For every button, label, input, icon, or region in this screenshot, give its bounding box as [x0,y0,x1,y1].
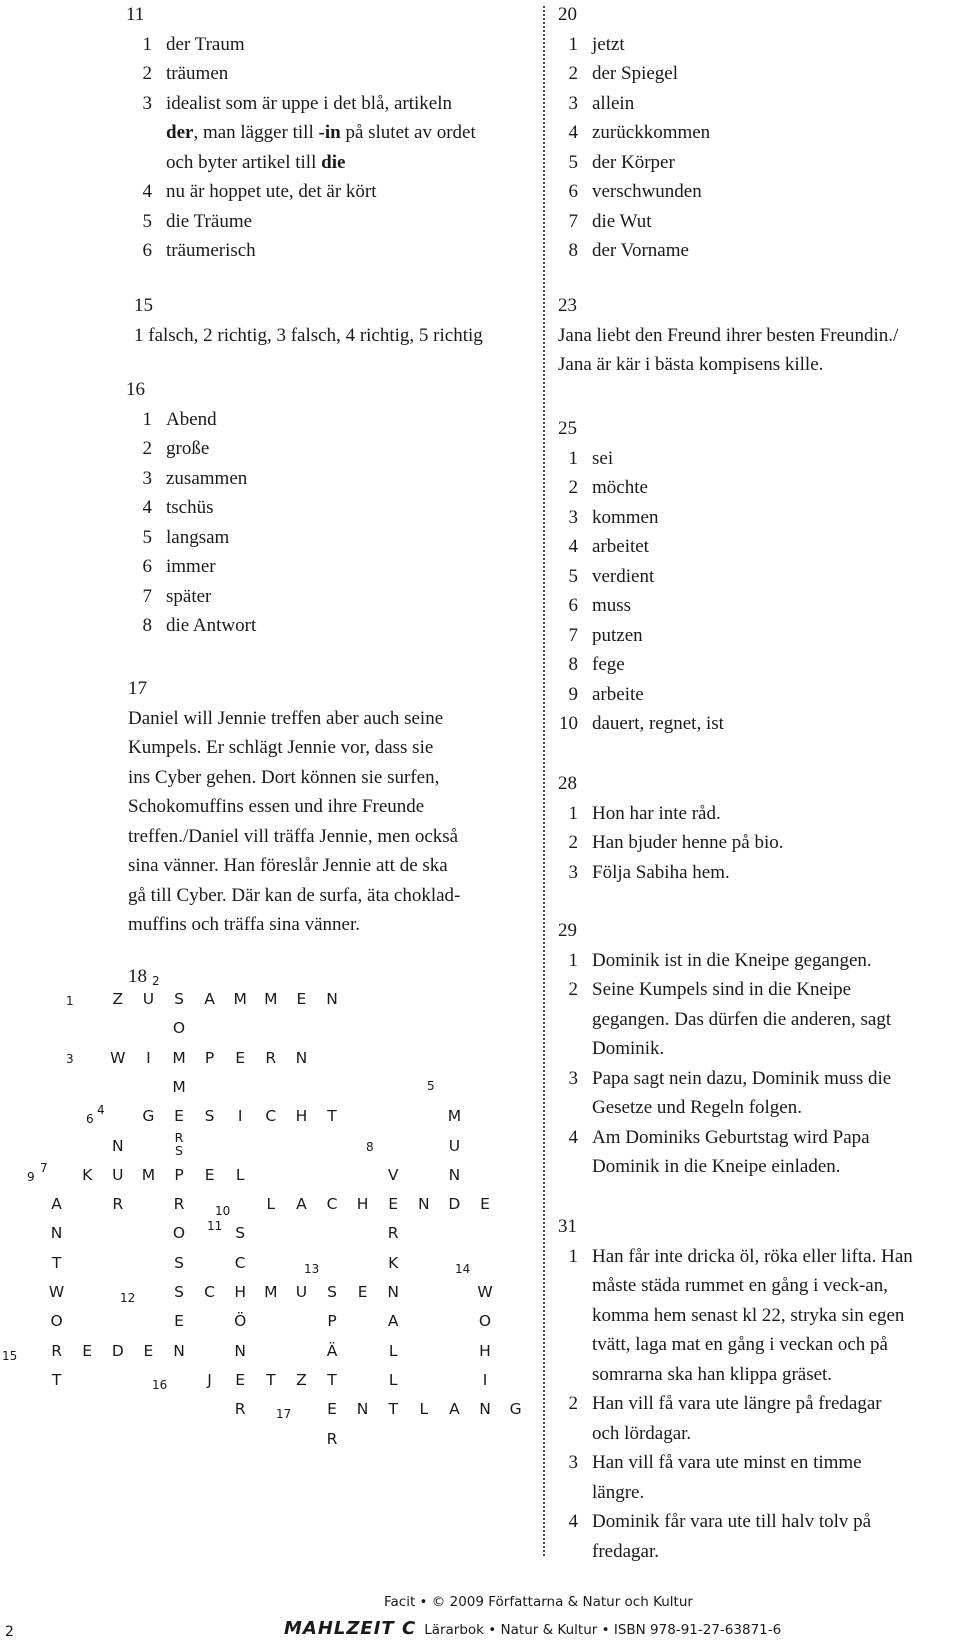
item-number: 3 [142,467,152,489]
list-item [126,493,526,523]
item-text: der Traum [166,33,245,55]
crossword-letter: P [204,1048,215,1067]
item-text: putzen [592,624,643,646]
crossword-letter: W [477,1283,493,1301]
list-item [552,799,952,829]
list-item [552,1448,952,1507]
crossword-letter: E [143,1341,154,1360]
section-15 [134,291,534,350]
item-number: 4 [568,1126,578,1148]
item-number: 2 [568,979,578,1000]
item-text: Han vill få vara ute minst en timme längre. [592,1452,862,1503]
item-number: 3 [142,92,152,114]
section-18 [128,962,147,992]
crossword-letter: S [204,1107,215,1126]
item-number: 1 [568,949,578,971]
crossword-letter: R [326,1429,338,1448]
item-text: arbeitet [592,536,649,557]
crossword-letter: Z [112,990,124,1008]
item-number: 4 [568,536,578,557]
crossword-letter: O [478,1312,492,1331]
item-text: der Vorname [592,240,689,261]
crossword-letter: C [326,1195,338,1214]
crossword-clue-number: 12 [120,1291,136,1305]
crossword-letter: R [173,1195,185,1214]
paragraph-line: Daniel will Jennie treffen aber auch seine [128,707,444,729]
paragraph-line: sina vänner. Han föreslår Jennie att de ska [128,855,448,876]
paragraph-line: Kumpels. Er schlägt Jennie vor, dass sie [128,737,434,758]
list-item [552,975,952,1064]
item-number: 7 [568,624,578,646]
item-text: sei [592,447,614,469]
list-item [126,611,526,641]
crossword-letter: E [235,1370,246,1389]
list-item [552,621,952,651]
item-number: 5 [568,565,578,587]
crossword-letter: N [173,1341,185,1360]
list-item [126,236,526,266]
paragraph-line: Jana är kär i bästa kompisens kille. [558,354,824,375]
list-item [552,1507,952,1566]
paragraph-line: muffins och träffa sina vänner. [128,914,360,935]
crossword-clue-number: 15 [2,1349,18,1363]
list-item [552,89,952,119]
item-text: große [166,438,210,459]
crossword-letter: K [388,1253,399,1272]
crossword-letter: P [327,1312,337,1331]
item-number: 1 [568,33,578,55]
page-footer [0,1590,960,1646]
crossword-letter: I [482,1370,488,1389]
item-number: 5 [142,210,152,232]
list-item [552,709,952,739]
crossword-letter: L [388,1370,398,1389]
list-item [126,118,526,148]
item-number: 1 [568,447,578,469]
crossword-letter: T [388,1400,398,1419]
item-number: 9 [568,683,578,705]
item-text: dauert, regnet, ist [592,713,724,734]
item-text: Am Dominiks Geburtstag wird Papa Dominik in die Kneipe einladen. [592,1126,870,1177]
crossword-letter: T [327,1107,337,1126]
item-number: 1 [142,408,152,430]
column-divider [543,6,545,1556]
crossword-letter: Z [296,1370,307,1389]
item-text: Dominik får vara ute till halv tolv på fredagar. [592,1511,872,1562]
section-heading: 28 [558,773,577,794]
list-item [126,177,526,207]
crossword-clue-number: 7 [40,1161,48,1175]
crossword-clue-number: 11 [207,1219,223,1233]
list-item [126,464,526,494]
item-text: Följa Sabiha hem. [592,861,730,883]
list-item [552,591,952,621]
item-number: 3 [568,861,578,883]
item-number: 6 [568,595,578,616]
crossword-letter: H [479,1341,491,1360]
crossword-letter: L [419,1400,429,1419]
crossword-letter: M [447,1107,462,1126]
list-item [552,532,952,562]
crossword-letter: E [357,1283,368,1301]
item-number: 5 [142,526,152,548]
section-20 [552,0,952,266]
item-text: verschwunden [592,181,702,202]
section-16 [126,375,526,641]
item-text: allein [592,92,635,114]
item-text: kommen [592,506,659,528]
crossword-letter: E [204,1165,215,1184]
crossword-letter: L [235,1165,245,1184]
item-number: 1 [568,1245,578,1267]
crossword-letter: E [480,1195,490,1214]
crossword-letter: N [111,1136,124,1155]
section-heading: 11 [126,4,145,25]
list-item [126,582,526,612]
crossword-letter: C [265,1107,277,1126]
crossword-letter: I [237,1107,243,1126]
list-item [552,562,952,592]
crossword-letter: M [264,990,278,1008]
item-text: nu är hoppet ute, det är kört [166,181,377,202]
crossword-letter: M [141,1165,156,1184]
item-text: die Antwort [166,615,257,636]
item-number: 8 [142,615,152,636]
crossword-letter: R [174,1129,184,1145]
crossword-clue-number: 16 [152,1378,168,1392]
item-number: 1 [568,802,578,824]
item-text: Dominik ist in die Kneipe gegangen. [592,949,872,971]
item-number: 7 [568,210,578,232]
item-text: Han bjuder henne på bio. [592,832,784,853]
item-text: muss [592,595,632,616]
crossword-clue-number: 4 [97,1103,105,1117]
crossword-letter: N [356,1400,369,1419]
footer-publication [284,1618,781,1639]
crossword-clue-number: 8 [366,1140,374,1154]
crossword-letter: D [111,1341,124,1360]
crossword-letter: T [51,1253,62,1272]
crossword-letter: E [235,1048,246,1067]
item-number: 3 [568,506,578,528]
crossword-letter: J [207,1370,212,1389]
section-heading: 17 [128,678,147,699]
item-number: 2 [568,832,578,853]
item-text: der Spiegel [592,63,679,84]
crossword-clue-number: 1 [66,994,74,1008]
item-text: Han vill få vara ute längre på fredagar och lördagar. [592,1393,882,1444]
section-29 [552,916,952,1182]
section-heading: 29 [558,920,577,941]
crossword-clue-number: 9 [27,1170,35,1184]
item-number: 4 [142,497,152,518]
crossword-letter: R [234,1400,246,1419]
section-heading: 25 [558,418,577,439]
crossword-letter: V [387,1165,399,1184]
crossword-letter: N [387,1283,399,1301]
section-25 [552,414,952,739]
crossword-letter: D [448,1195,461,1214]
crossword-letter: R [51,1341,62,1360]
item-text: , man lägger till [193,122,319,143]
item-text: fege [592,654,625,675]
crossword-letter: A [51,1195,62,1214]
crossword-clue-number: 3 [66,1052,74,1066]
list-item [552,1242,952,1390]
crossword-stacked-letters [164,1131,194,1157]
section-heading: 15 [134,295,153,316]
item-number: 8 [568,654,578,675]
item-number: 2 [568,63,578,84]
crossword-letter: U [142,990,155,1008]
list-item [552,503,952,533]
item-text: tschüs [166,497,214,518]
crossword-letter: H [295,1107,308,1126]
item-text: die Wut [592,210,652,232]
crossword-letter: T [327,1370,337,1389]
paragraph-line: gå till Cyber. Där kan de surfa, äta choklad- [128,884,461,906]
crossword-clue-number: 2 [152,974,160,988]
item-text: Papa sagt nein dazu, Dominik muss die Gesetze und Regeln folgen. [592,1067,892,1118]
list-item [552,118,952,148]
crossword-letter: S [174,1253,184,1272]
item-text: verdient [592,565,655,587]
crossword-letter: E [327,1400,337,1419]
crossword-letter: E [296,990,307,1008]
item-number: 6 [568,181,578,202]
crossword-letter: A [204,990,215,1008]
crossword-clue-number: 17 [276,1407,292,1421]
bold-word: -in [318,122,341,143]
item-number: 2 [142,438,152,459]
crossword-letter: H [356,1195,369,1214]
crossword-letter: T [51,1370,62,1389]
crossword-letter: E [388,1195,399,1214]
crossword-letter: N [448,1165,461,1184]
crossword-letter: A [387,1312,399,1331]
crossword-letter: M [172,1048,186,1067]
crossword-letter: E [174,1312,184,1331]
item-text: träumerisch [166,240,256,261]
item-number: 6 [142,240,152,261]
list-item [552,946,952,976]
crossword-letter: O [172,1019,186,1038]
section-17 [128,674,528,940]
item-number: 7 [142,585,152,607]
crossword-letter: P [174,1165,184,1184]
section-heading: 31 [558,1216,577,1237]
section-28 [552,769,952,887]
list-item [552,30,952,60]
item-number: 2 [568,1393,578,1414]
crossword-letter: Ö [234,1312,247,1331]
crossword-letter: L [266,1195,276,1214]
crossword-letter: E [174,1107,184,1126]
item-text: Han får inte dricka öl, röka eller lifta. Han måste städa rummet en gång i veck-an, komma hem senast kl 22, stryka sin egen tvätt, laga mat en gång i veckan och på somrarna ska han klippa gräset. [592,1245,913,1385]
crossword-letter: G [142,1107,155,1126]
list-item [552,473,952,503]
crossword-letter: N [417,1195,430,1214]
crossword-letter: C [204,1283,215,1301]
list-item [126,148,526,178]
crossword-clue-number: 10 [215,1204,231,1218]
list-item [126,89,526,119]
list-item [126,59,526,89]
list-item [552,828,952,858]
crossword-letter: S [174,1283,184,1301]
crossword-letter: U [448,1136,461,1155]
paragraph-line: Jana liebt den Freund ihrer besten Freundin./ [558,324,899,346]
list-item [126,434,526,464]
item-number: 4 [568,122,578,143]
item-number: 8 [568,240,578,261]
list-item [552,680,952,710]
item-number: 1 [142,33,152,55]
footer-copyright: Facit • © 2009 Författarna & Natur och Kultur [384,1594,693,1610]
crossword-letter: L [388,1341,398,1360]
item-text: Seine Kumpels sind in die Kneipe gegangen. Das dürfen die anderen, sagt Dominik. [592,979,892,1059]
item-text: zusammen [166,467,248,489]
item-text: arbeite [592,683,644,705]
book-logo: MAHLZEIT C [284,1618,417,1639]
item-number: 5 [568,151,578,173]
list-item [552,444,952,474]
item-number: 6 [142,556,152,577]
crossword-clue-number: 5 [427,1079,435,1093]
crossword-clue-number: 13 [304,1262,320,1276]
item-text: Abend [166,408,217,430]
item-text: zurückkommen [592,122,711,143]
crossword-clue-number: 14 [455,1262,471,1276]
item-number: 3 [568,1067,578,1089]
crossword-letter: K [82,1165,93,1184]
section-heading: 16 [126,379,145,400]
paragraph-line: Schokomuffins essen und ihre Freunde [128,796,425,817]
item-text: möchte [592,477,648,498]
crossword-letter: R [265,1048,277,1067]
crossword-letter: M [233,990,247,1008]
crossword-letter: S [174,990,184,1008]
section-heading: 18 [128,966,147,987]
crossword-letter: R [387,1224,399,1243]
crossword-letter: N [50,1224,63,1243]
crossword-letter: N [234,1341,246,1360]
bold-word: die [321,151,346,173]
list-item [126,523,526,553]
crossword-letter: G [509,1400,522,1419]
item-text: idealist som är uppe i det blå, artikeln [166,92,452,114]
crossword-letter: Ä [326,1341,338,1360]
item-number: 10 [559,713,578,734]
page-number: 2 [5,1624,14,1640]
crossword-clue-number: 6 [86,1112,94,1126]
item-text: der Körper [592,151,675,173]
crossword-letter: O [50,1312,63,1331]
item-number: 3 [568,92,578,114]
crossword-letter: W [48,1283,65,1301]
crossword-letter: T [266,1370,276,1389]
crossword-letter: A [449,1400,460,1419]
item-text: die Träume [166,210,253,232]
crossword-letter: C [234,1253,246,1272]
section-heading: 23 [558,295,577,316]
list-item [126,207,526,237]
crossword-letter: U [112,1165,124,1184]
crossword-letter: N [295,1048,308,1067]
bold-word: der [166,122,194,143]
crossword-letter: S [327,1283,337,1301]
crossword-letter: W [110,1048,126,1067]
item-number: 2 [142,63,152,84]
list-item [552,1389,952,1448]
paragraph-line: ins Cyber gehen. Dort können sie surfen, [128,766,440,788]
item-text: Hon har inte råd. [592,802,721,824]
item-text: på slutet av ordet [340,122,476,143]
list-item [552,148,952,178]
item-text: jetzt [592,33,625,55]
crossword-letter: I [146,1048,151,1067]
list-item [126,30,526,60]
item-text: träumen [166,63,229,84]
list-item [552,650,952,680]
section-31 [552,1212,952,1566]
list-item [126,552,526,582]
crossword-letter: N [326,990,338,1008]
list-item [552,236,952,266]
crossword-letter: N [479,1400,491,1419]
crossword-letter: H [234,1283,247,1301]
item-text: immer [166,556,216,577]
crossword-letter: U [295,1283,308,1301]
item-number: 2 [568,477,578,498]
list-item [126,405,526,435]
section-23 [558,291,958,380]
crossword-letter: M [172,1077,186,1096]
item-text: später [166,585,212,607]
paragraph-line: treffen./Daniel vill träffa Jennie, men också [128,825,459,847]
answer-line: 1 falsch, 2 richtig, 3 falsch, 4 richtig, 5 richtig [134,324,483,346]
section-11 [126,0,526,266]
crossword-letter: R [112,1195,124,1214]
crossword-letter: M [264,1283,278,1301]
item-number: 4 [568,1511,578,1532]
crossword-letter: E [82,1341,93,1360]
crossword-letter: S [175,1142,183,1158]
list-item [552,207,952,237]
list-item [552,858,952,888]
list-item [552,1064,952,1123]
item-text: langsam [166,526,230,548]
list-item [552,1123,952,1182]
item-number: 4 [142,181,152,202]
item-text: och byter artikel till [166,151,322,173]
list-item [552,177,952,207]
footer-isbn-line: Lärarbok • Natur & Kultur • ISBN 978-91-27-63871-6 [424,1622,782,1638]
section-heading: 20 [558,4,577,25]
item-number: 3 [568,1452,578,1473]
crossword-letter: O [172,1224,186,1243]
crossword-letter: S [235,1224,246,1243]
crossword-letter: A [296,1195,307,1214]
list-item [552,59,952,89]
